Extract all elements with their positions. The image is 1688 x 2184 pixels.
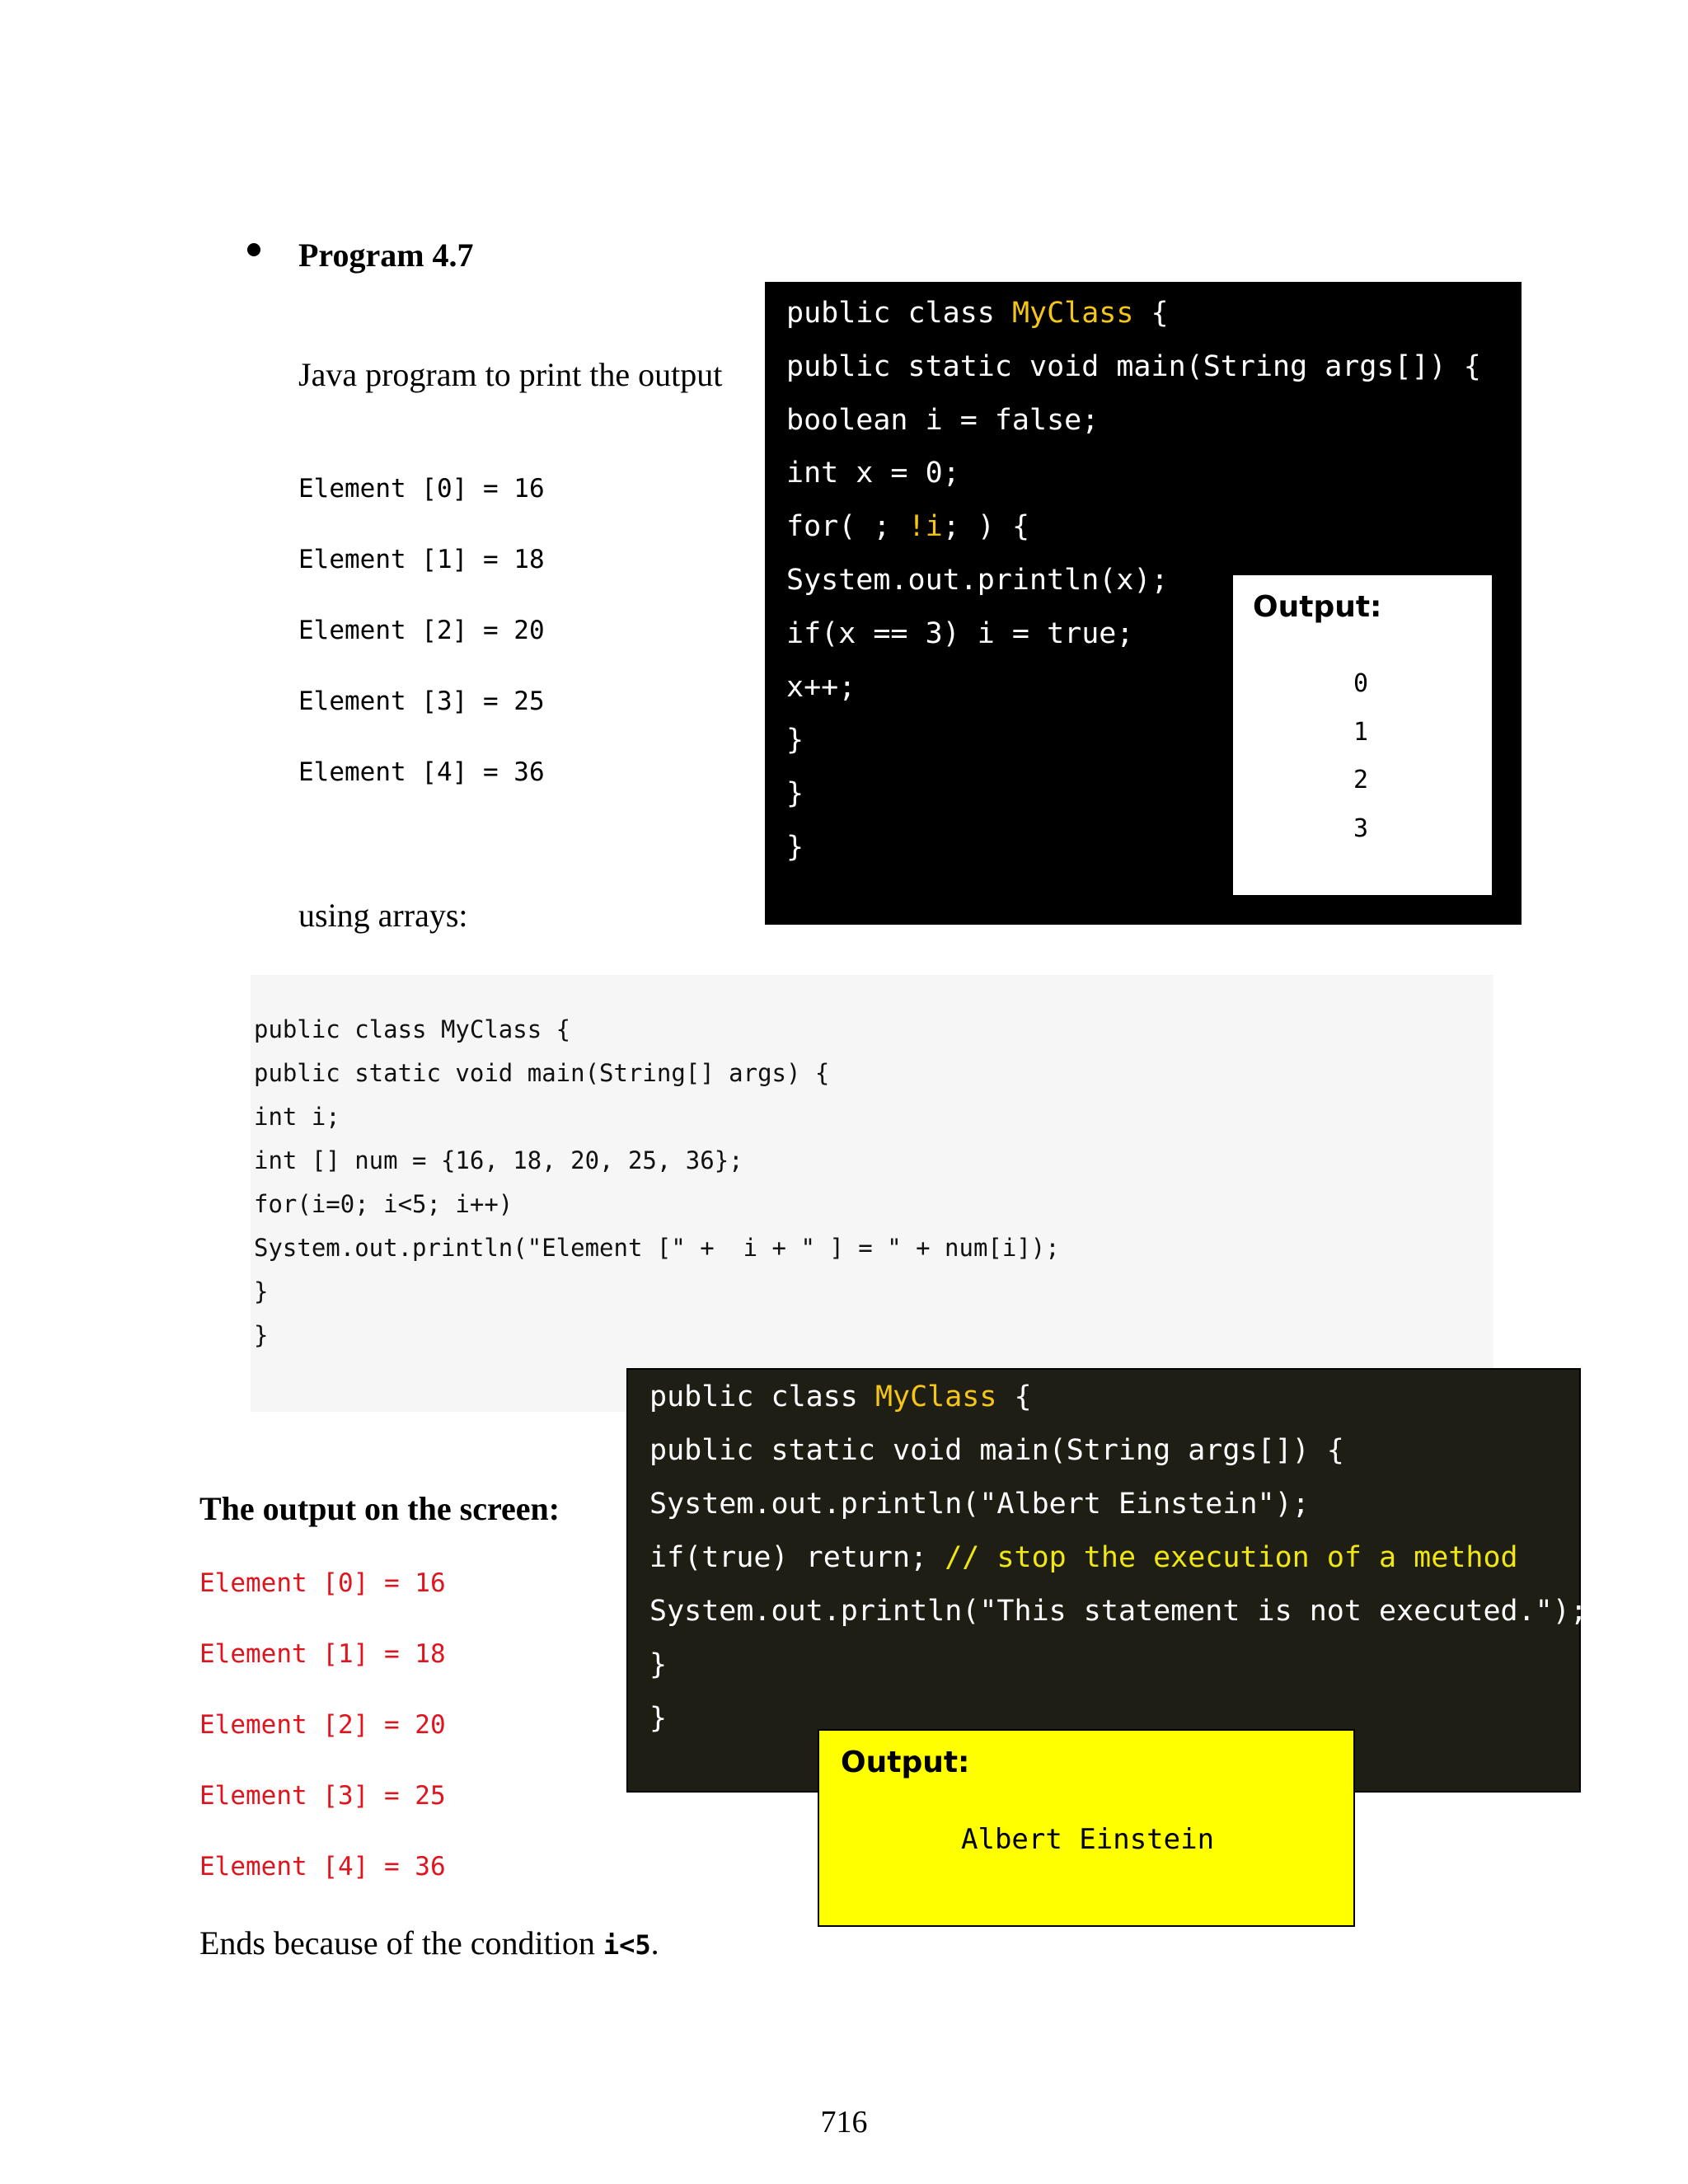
- ends-condition: i<5: [603, 1929, 651, 1961]
- code-text: System.out.println(x);: [786, 563, 1169, 597]
- code-highlight: MyClass: [1011, 297, 1134, 330]
- code-highlight: MyClass: [874, 1380, 997, 1413]
- code-block-arrays: [251, 975, 1493, 1412]
- code-text: for( ;: [786, 510, 908, 544]
- screen-output-line: Element [3] = 25: [199, 1781, 446, 1811]
- screen-output-list: [199, 1564, 446, 1919]
- intro-text-line-1: Java program to print the output: [298, 356, 723, 393]
- code-text: int x = 0;: [786, 457, 960, 490]
- code-text: {: [1133, 297, 1169, 330]
- code-line: [786, 399, 1481, 452]
- code-text: if(x == 3) i = true;: [786, 616, 1134, 650]
- code-line: [649, 1537, 1587, 1591]
- code-line: public static void main(String[] args) {: [254, 1059, 830, 1087]
- code-text: }: [786, 724, 804, 757]
- sample-output-list: [298, 466, 545, 820]
- code-line: }: [254, 1321, 269, 1349]
- output-value: 1: [1353, 717, 1369, 747]
- intro-text-line-2: using arrays:: [298, 897, 468, 934]
- code-text: public static void main(String args[]) {: [786, 349, 1481, 383]
- code-text: public static void main(String args[]) {: [649, 1434, 1344, 1467]
- code-line: [649, 1591, 1587, 1644]
- code-text: System.out.println("This statement is not executed.");: [649, 1595, 1587, 1628]
- program-title: Program 4.7: [298, 237, 474, 274]
- code-text: {: [996, 1380, 1032, 1413]
- page-number: 716: [820, 2105, 868, 2139]
- code-text: public class: [786, 297, 1012, 330]
- code-line: int [] num = {16, 18, 20, 25, 36};: [254, 1146, 743, 1174]
- code-lines: [254, 1013, 1060, 1362]
- output-value: Albert Einstein: [961, 1823, 1215, 1856]
- sample-output-line: Element [4] = 36: [298, 757, 545, 787]
- output-label: Output:: [841, 1746, 970, 1779]
- output-values: [1353, 668, 1368, 860]
- output-label: Output:: [1253, 590, 1382, 624]
- code-line: for(i=0; i<5; i++): [254, 1190, 513, 1218]
- screen-output-line: Element [4] = 36: [199, 1852, 446, 1882]
- code-text: }: [649, 1648, 668, 1681]
- sample-output-line: Element [1] = 18: [298, 545, 545, 574]
- code-line: [786, 345, 1481, 399]
- code-line: [786, 505, 1481, 559]
- code-text: }: [786, 777, 804, 811]
- ends-text: Ends because of the condition: [199, 1924, 603, 1961]
- ends-sentence: [199, 1920, 659, 1968]
- code-text: x++;: [786, 670, 856, 704]
- list-bullet: [247, 243, 260, 256]
- output-box-loop: [1231, 574, 1493, 897]
- code-highlight: !i: [907, 510, 943, 544]
- code-text: }: [649, 1702, 668, 1735]
- output-value: 3: [1353, 813, 1369, 843]
- code-text: }: [786, 830, 804, 864]
- code-line: [649, 1376, 1587, 1430]
- code-text: if(true) return;: [649, 1541, 945, 1574]
- sample-output-line: Element [3] = 25: [298, 687, 545, 716]
- screen-output-line: Element [0] = 16: [199, 1568, 446, 1598]
- code-text: public class: [649, 1380, 875, 1413]
- code-line: [649, 1483, 1587, 1537]
- output-value: 2: [1353, 766, 1369, 794]
- code-line: }: [254, 1277, 269, 1305]
- code-text: boolean i = false;: [786, 403, 1100, 437]
- ends-period: .: [650, 1924, 659, 1961]
- output-value: 0: [1353, 669, 1369, 698]
- code-line: int i;: [254, 1103, 340, 1131]
- code-text: System.out.println("Albert Einstein");: [649, 1488, 1310, 1521]
- code-line: [649, 1644, 1587, 1698]
- sample-output-line: Element [2] = 20: [298, 616, 545, 645]
- screen-output-line: Element [2] = 20: [199, 1710, 446, 1740]
- code-line: public class MyClass {: [254, 1015, 571, 1043]
- screen-output-line: Element [1] = 18: [199, 1639, 446, 1669]
- code-line: [649, 1430, 1587, 1483]
- code-line: [786, 452, 1481, 505]
- output-heading: The output on the screen:: [199, 1490, 560, 1527]
- code-line: System.out.println("Element [" + i + " ] = " + num[i]);: [254, 1234, 1060, 1262]
- code-line: [786, 292, 1481, 345]
- sample-output-line: Element [0] = 16: [298, 474, 545, 504]
- code-text: ; ) {: [942, 510, 1030, 544]
- code-lines: [649, 1376, 1587, 1751]
- code-comment: // stop the execution of a method: [945, 1541, 1518, 1574]
- output-box-return: [818, 1729, 1355, 1927]
